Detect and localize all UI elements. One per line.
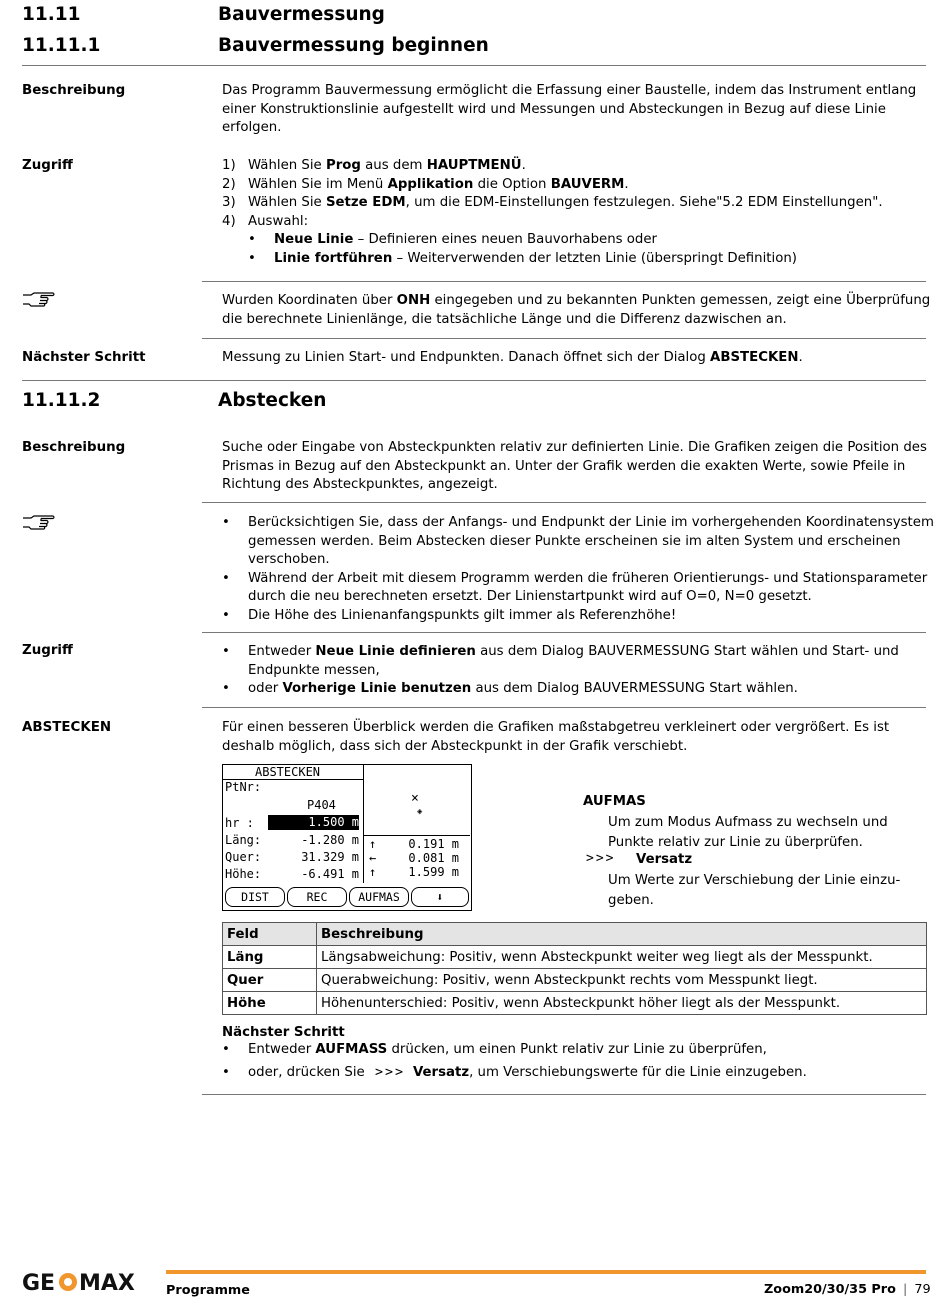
table-cell: Höhenunterschied: Positiv, wenn Absteckpunkt höher liegt als der Messpunkt.	[317, 992, 927, 1015]
table-header-row	[223, 923, 927, 946]
text-line: Um Werte zur Verschiebung der Linie einzu-	[608, 873, 901, 888]
screen-hr-label: hr :	[225, 816, 254, 830]
divider	[202, 1094, 926, 1095]
triple-arrow-icon: >>>	[586, 851, 616, 866]
abstecken-text	[222, 719, 926, 756]
note-text	[222, 292, 931, 329]
text-line: Suche oder Eingabe von Absteckpunkten relativ zur definierten Linie. Die Grafiken zeigen die Position des	[222, 440, 927, 455]
list-item: • Entweder Neue Linie definieren aus dem Dialog BAUVERMESSUNG Start wählen und Start- und	[222, 644, 899, 659]
description-text	[222, 439, 926, 495]
section-label-beschreibung: Beschreibung	[22, 83, 126, 98]
arrow-icon: ←	[369, 851, 377, 865]
stakeout-point-icon: ×	[411, 791, 419, 806]
screen-point-id[interactable]: P404	[307, 798, 336, 812]
text-line: gemessen werden. Beim Abstecken dieser Punkte erscheinen sie im alten System und erscheinen	[248, 533, 901, 549]
table-cell: Querabweichung: Positiv, wenn Absteckpunkt rechts vom Messpunkt liegt.	[317, 969, 927, 992]
footer-bar	[166, 1270, 926, 1274]
footer-product-page	[764, 1282, 931, 1297]
field-table	[222, 922, 927, 1015]
screen-right-value: 0.191 m	[408, 837, 459, 851]
list-item: • Die Höhe des Linienanfangspunkts gilt immer als Referenzhöhe!	[222, 607, 677, 623]
screen-title: ABSTECKEN	[255, 765, 321, 779]
screen-row-value: 31.329 m	[301, 850, 359, 864]
list-item: • oder, drücken Sie >>> Versatz, um Verschiebungswerte für die Linie einzugeben.	[222, 1065, 807, 1080]
text-line: Für einen besseren Überblick werden die Grafiken maßstabgetreu verkleinert oder vergrößert. Es ist	[222, 720, 890, 735]
table-row	[223, 946, 927, 969]
arrow-icon: ↑	[369, 865, 377, 879]
next-step-text: Messung zu Linien Start- und Endpunkten. Danach öffnet sich der Dialog ABSTECKEN.	[222, 350, 803, 365]
aufmas-title: AUFMAS	[583, 794, 646, 809]
text-line: die berechnete Linienlänge, die tatsächliche Länge und die Differenz dazwischen an.	[222, 311, 787, 327]
softkey-page-down-button[interactable]: ⬇	[411, 887, 469, 907]
step-item: 3) Wählen Sie Setze EDM, um die EDM-Einstellungen festzulegen. Siehe"5.2 EDM Einstellungen".	[222, 195, 883, 210]
footer-separator: |	[902, 1282, 908, 1297]
divider	[22, 380, 926, 381]
screen-ptnr-label: PtNr:	[225, 780, 262, 794]
divider	[22, 65, 926, 66]
step-item: 1) Wählen Sie Prog aus dem HAUPTMENÜ.	[222, 158, 526, 173]
subheading-number: 11.11.1	[22, 35, 101, 56]
subheading-title: Bauvermessung beginnen	[218, 35, 489, 56]
access-steps	[222, 157, 926, 268]
text-line: Richtung des Absteckpunktes, angezeigt.	[222, 477, 498, 492]
list-item: • Während der Arbeit mit diesem Programm werden die früheren Orientierungs- und Stationsparameter	[222, 570, 928, 586]
text-line: geben.	[608, 892, 654, 908]
svg-text:MAX: MAX	[79, 1271, 135, 1292]
divider	[202, 502, 926, 503]
table-cell: Läng	[223, 946, 317, 969]
text-line: Endpunkte messen,	[248, 662, 380, 678]
instrument-screen	[222, 764, 472, 911]
section-label-zugriff: Zugriff	[22, 158, 73, 173]
list-item: • Berücksichtigen Sie, dass der Anfangs- und Endpunkt der Linie im vorhergehenden Koordinatensystem	[222, 515, 934, 530]
option-item: • Neue Linie – Definieren eines neuen Bauvorhabens oder	[248, 232, 657, 247]
step-item: 2) Wählen Sie im Menü Applikation die Option BAUVERM.	[222, 176, 629, 192]
screen-row-label: Läng:	[225, 833, 262, 847]
table-row	[223, 992, 927, 1015]
screen-right-value: 1.599 m	[408, 865, 459, 879]
divider	[363, 765, 364, 883]
table-cell: Längsabweichung: Positiv, wenn Absteckpunkt weiter weg liegt als der Messpunkt.	[317, 946, 927, 969]
text-line: durch die neu berechneten ersetzt. Der Linienstartpunkt wird auf O=0, N=0 gesetzt.	[248, 589, 812, 604]
access-list	[222, 643, 926, 699]
arrow-icon: ↑	[369, 837, 377, 851]
divider	[202, 632, 926, 633]
prism-icon: ◈	[417, 807, 423, 817]
text-line: deshalb möglich, dass sich der Absteckpunkt in der Grafik verschiebt.	[222, 738, 688, 754]
aufmas-desc	[608, 813, 888, 852]
table-row	[223, 969, 927, 992]
text-line: Prismas in Bezug auf den Absteckpunkt an. Unter der Grafik werden die exakten Werte, sowie Pfeile in	[222, 458, 906, 474]
list-item: • oder Vorherige Linie benutzen aus dem Dialog BAUVERMESSUNG Start wählen.	[222, 681, 798, 696]
softkey-dist-button[interactable]: DIST	[225, 887, 285, 907]
softkey-rec-button[interactable]: REC	[287, 887, 347, 907]
heading-number: 11.11	[22, 4, 81, 25]
table-header-cell: Beschreibung	[317, 923, 927, 946]
note-list	[222, 514, 934, 625]
table-header-cell: Feld	[223, 923, 317, 946]
text-line: Punkte relativ zur Linie zu überprüfen.	[608, 834, 863, 850]
screen-hr-input[interactable]: 1.500 m	[268, 815, 359, 830]
screen-row-label: Höhe:	[225, 867, 262, 881]
text-line: Um zum Modus Aufmass zu wechseln und	[608, 815, 888, 830]
table-cell: Quer	[223, 969, 317, 992]
list-item: • Entweder AUFMASS drücken, um einen Punkt relativ zur Linie zu überprüfen,	[222, 1042, 767, 1057]
section-label-zugriff: Zugriff	[22, 643, 73, 658]
subheading-title: Abstecken	[218, 390, 327, 411]
geomax-logo	[22, 1270, 150, 1292]
footer-section: Programme	[166, 1283, 250, 1298]
screen-row-value: -1.280 m	[301, 833, 359, 847]
section-label-abstecken: ABSTECKEN	[22, 720, 112, 735]
text-line: verschoben.	[248, 552, 330, 567]
softkey-aufmas-button[interactable]: AUFMAS	[349, 887, 409, 907]
versatz-title: Versatz	[636, 852, 693, 867]
footer-product: Zoom20/30/35 Pro	[764, 1282, 896, 1297]
text-line: einer Konstruktionslinie aufgestellt wird und Messungen und Absteckungen in Bezug auf diese Linie	[222, 101, 886, 117]
next-step-label: Nächster Schritt	[222, 1025, 345, 1040]
subheading-number: 11.11.2	[22, 390, 101, 411]
screen-right-value: 0.081 m	[408, 851, 459, 865]
triple-arrow-icon: >>>	[374, 1065, 405, 1080]
text-line: Das Programm Bauvermessung ermöglicht die Erfassung einer Baustelle, indem das Instrument entlang	[222, 83, 917, 98]
pointing-hand-icon	[22, 514, 56, 530]
page-number: 79	[914, 1282, 931, 1297]
svg-text:GE: GE	[22, 1271, 56, 1292]
pointing-hand-icon	[22, 291, 56, 307]
section-label-beschreibung: Beschreibung	[22, 440, 126, 455]
option-item: • Linie fortführen – Weiterverwenden der letzten Linie (überspringt Definition)	[248, 250, 797, 266]
text-line: erfolgen.	[222, 120, 282, 135]
screen-row-label: Quer:	[225, 850, 262, 864]
table-cell: Höhe	[223, 992, 317, 1015]
divider	[202, 338, 926, 339]
text-line: Wurden Koordinaten über ONH eingegeben und zu bekannten Punkten gemessen, zeigt eine Überprüfung	[222, 293, 931, 308]
heading-title: Bauvermessung	[218, 4, 385, 25]
section-label-next-step: Nächster Schritt	[22, 350, 146, 365]
step-item: 4) Auswahl:	[222, 213, 309, 229]
divider	[202, 707, 926, 708]
description-text	[222, 82, 926, 138]
screen-row-value: -6.491 m	[301, 867, 359, 881]
divider	[364, 835, 470, 836]
divider	[202, 281, 926, 282]
versatz-desc	[608, 871, 900, 910]
